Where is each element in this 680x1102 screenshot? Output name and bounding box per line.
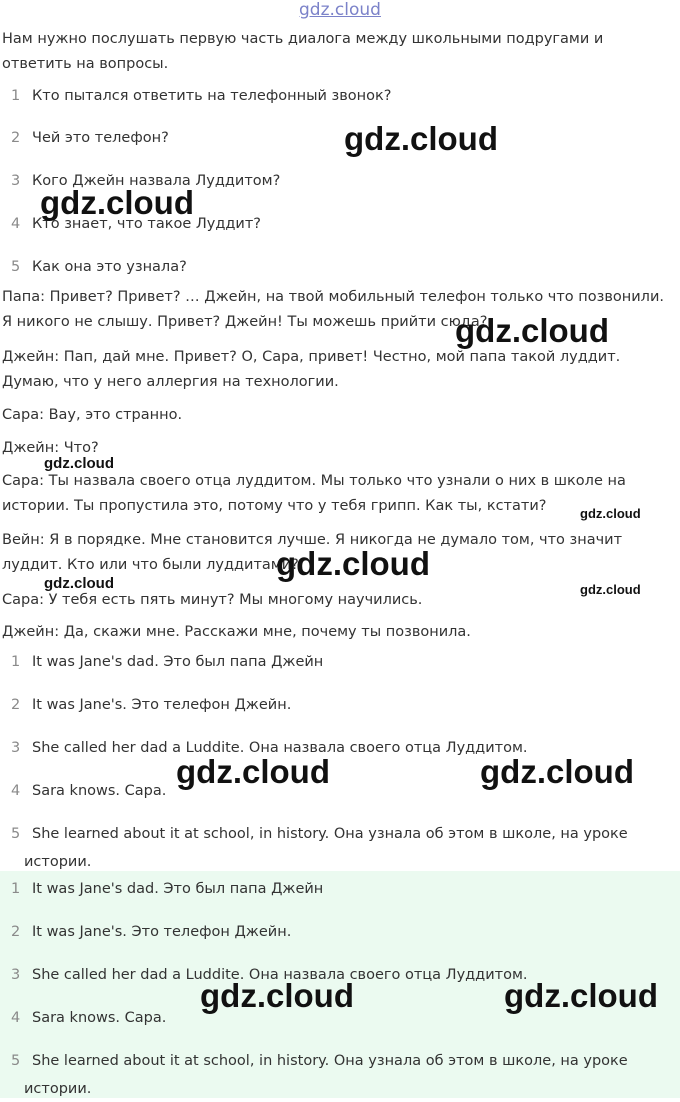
answer-text: It was Jane's. Это телефон Джейн.	[32, 697, 292, 713]
answer-text: It was Jane's dad. Это был папа Джейн	[32, 654, 324, 670]
dialogue-line: Вейн: Я в порядке. Мне становится лучше. Я никогда не думало том, что значит луддит. Кто или что были луддитами?	[2, 532, 623, 573]
answer-number: 5	[11, 826, 21, 842]
answer-text: She learned about it at school, in history. Она узнала об этом в школе, на уроке	[32, 826, 628, 842]
watermark: gdz.cloud	[455, 312, 609, 349]
answer-text: She called her dad a Luddite. Она назвала своего отца Луддитом.	[32, 740, 528, 756]
watermark: gdz.cloud	[44, 575, 114, 592]
question-number: 2	[11, 130, 21, 146]
dialogue-line: Джейн: Что?	[2, 440, 99, 456]
answer-text: It was Jane's dad. Это был папа Джейн	[32, 881, 324, 897]
watermark: gdz.cloud	[580, 506, 641, 521]
question-text: Кто пытался ответить на телефонный звонок?	[32, 88, 392, 104]
question-number: 1	[11, 88, 21, 104]
question-text: Кого Джейн назвала Луддитом?	[32, 173, 281, 189]
answer-text: She called her dad a Luddite. Она назвала своего отца Луддитом.	[32, 967, 528, 983]
answer-number: 3	[11, 740, 21, 756]
watermark: gdz.cloud	[504, 977, 658, 1014]
dialogue-line: Папа: Привет? Привет? … Джейн, на твой мобильный телефон только что позвонили. Я никого не слышу. Привет? Джейн! Ты можешь прийти сюда?	[2, 289, 664, 330]
watermark: gdz.cloud	[44, 455, 114, 472]
watermark: gdz.cloud	[40, 184, 194, 221]
answer-text: It was Jane's. Это телефон Джейн.	[32, 924, 292, 940]
watermark: gdz.cloud	[276, 545, 430, 582]
answer-number: 2	[11, 697, 21, 713]
answer-number: 4	[11, 1010, 21, 1026]
watermark: gdz.cloud	[176, 753, 330, 790]
answer-continuation: истории.	[24, 1081, 92, 1097]
dialogue-line: Джейн: Да, скажи мне. Расскажи мне, почему ты позвонила.	[2, 624, 471, 640]
answer-continuation: истории.	[24, 854, 92, 870]
answer-number: 2	[11, 924, 21, 940]
question-number: 3	[11, 173, 21, 189]
watermark: gdz.cloud	[344, 120, 498, 157]
dialogue-line: Сара: У тебя есть пять минут? Мы многому научились.	[2, 592, 423, 608]
watermark: gdz.cloud	[200, 977, 354, 1014]
task-text: Нам нужно послушать первую часть диалога между школьными подругами и ответить на вопросы.	[2, 31, 604, 72]
answer-number: 1	[11, 654, 21, 670]
dialogue-line: Джейн: Пап, дай мне. Привет? О, Сара, привет! Честно, мой папа такой луддит. Думаю, что у него аллергия на технологии.	[2, 349, 621, 390]
answer-text: Sara knows. Сара.	[32, 783, 167, 799]
question-number: 5	[11, 259, 21, 275]
dialogue-line: Сара: Ты назвала своего отца луддитом. Мы только что узнали о них в школе на истории. Ты пропустила это, потому что у тебя грипп. Как ты, кстати?	[2, 473, 626, 514]
site-logo[interactable]: gdz.cloud	[299, 0, 381, 20]
question-text: Чей это телефон?	[32, 130, 169, 146]
answer-text: Sara knows. Сара.	[32, 1010, 167, 1026]
watermark: gdz.cloud	[580, 582, 641, 597]
watermark: gdz.cloud	[480, 753, 634, 790]
answer-number: 4	[11, 783, 21, 799]
question-text: Как она это узнала?	[32, 259, 187, 275]
question-number: 4	[11, 216, 21, 232]
question-text: Кто знает, что такое Луддит?	[32, 216, 261, 232]
answer-text: She learned about it at school, in history. Она узнала об этом в школе, на уроке	[32, 1053, 628, 1069]
answer-number: 5	[11, 1053, 21, 1069]
dialogue-line: Сара: Вау, это странно.	[2, 407, 183, 423]
answer-number: 1	[11, 881, 21, 897]
answer-number: 3	[11, 967, 21, 983]
